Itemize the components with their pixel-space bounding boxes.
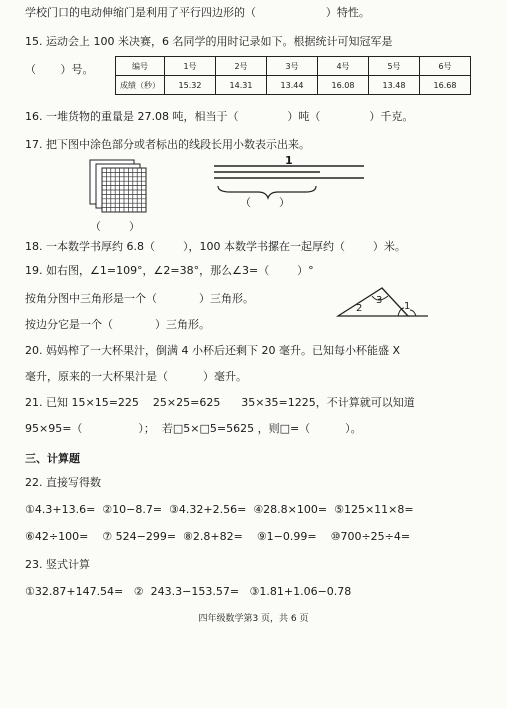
table-row [116, 57, 471, 76]
table-cell: 6号 [420, 57, 471, 76]
table-cell: 16.68 [420, 76, 471, 95]
page-footer: 四年级数学第3 页，共 6 页 [198, 614, 309, 624]
race-record-table [115, 56, 471, 95]
q20-answer: 毫升，原来的一大杯果汁是（ ）毫升。 [25, 370, 247, 383]
table-cell: 1号 [165, 57, 216, 76]
segment-length-label: 1 [285, 154, 293, 167]
table-row [116, 76, 471, 95]
q23-title: 23. 竖式计算 [25, 558, 90, 571]
table-cell: 2号 [216, 57, 267, 76]
q19-text: 19. 如右图，∠1=109°，∠2=38°，那么∠3=（ ）° [25, 264, 314, 277]
angle-label: 3 [376, 295, 383, 306]
q19-angle-type: 按角分图中三角形是一个（ ）三角形。 [25, 292, 254, 305]
q15-text: 15. 运动会上 100 米决赛，6 名同学的用时记录如下。根据统计可知冠军是 [25, 35, 393, 48]
q19-side-type: 按边分它是一个（ ）三角形。 [25, 318, 210, 331]
q20-text: 20. 妈妈榨了一大杯果汁，倒满 4 小杯后还剩下 20 毫升。已知每小杯能盛 X [25, 344, 401, 357]
q17-text: 17. 把下图中涂色部分或者标出的线段长用小数表示出来。 [25, 138, 310, 151]
angle-label: 1 [404, 301, 411, 312]
q14-tail: 学校门口的电动伸缩门是利用了平行四边形的（ ）特性。 [25, 6, 370, 19]
q18-text: 18. 一本数学书厚约 6.8（ ），100 本数学书摞在一起厚约（ ）米。 [25, 240, 406, 253]
table-cell: 5号 [369, 57, 420, 76]
section-title: 三、计算题 [25, 452, 80, 465]
table-cell: 成绩（秒） [116, 76, 165, 95]
table-cell: 16.08 [318, 76, 369, 95]
table-cell: 15.32 [165, 76, 216, 95]
q21-text: 21. 已知 15×15=225 25×25=625 35×35=1225，不计算就可以知道 [25, 396, 415, 409]
q22-title: 22. 直接写得数 [25, 476, 101, 489]
q15-answer: （ ）号。 [25, 63, 94, 76]
table-cell: 编号 [116, 57, 165, 76]
table-cell: 3号 [267, 57, 318, 76]
table-cell: 4号 [318, 57, 369, 76]
q23-row: ①32.87+147.54= ② 243.3−153.57= ③1.81+1.06−0.78 [25, 585, 352, 598]
q22-row2: ⑥42÷100= ⑦ 524−299= ⑧2.8+82= ⑨1−0.99= ⑩700÷25÷4= [25, 530, 411, 543]
fig17-blank-left: （ ） [90, 220, 140, 233]
q16-text: 16. 一堆货物的重量是 27.08 吨，相当于（ ）吨（ ）千克。 [25, 110, 414, 123]
table-cell: 14.31 [216, 76, 267, 95]
angle-label: 2 [356, 303, 363, 314]
q21-answer: 95×95=（ ）； 若□5×□5=5625 ，则□=（ ）。 [25, 422, 362, 435]
table-cell: 13.48 [369, 76, 420, 95]
q22-row1: ①4.3+13.6= ②10−8.7= ③4.32+2.56= ④28.8×100= ⑤125×11×8= [25, 503, 414, 516]
fig17-blank-right: （ ） [240, 196, 290, 209]
table-cell: 13.44 [267, 76, 318, 95]
grid-squares-figure [88, 158, 158, 220]
